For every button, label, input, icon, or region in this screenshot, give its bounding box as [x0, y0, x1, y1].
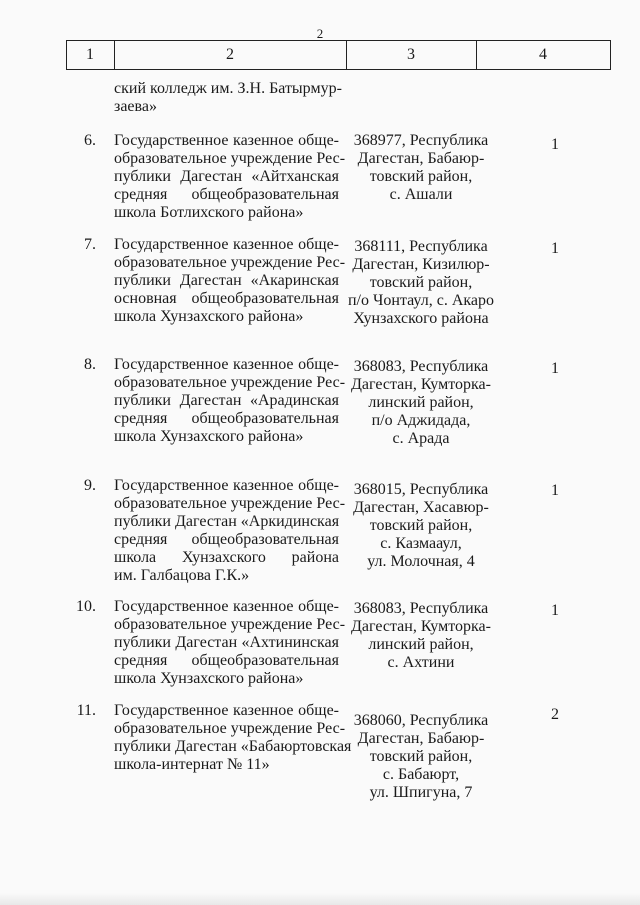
page-bottom-edge — [0, 893, 640, 905]
name-line: публики Дагестан «Ахтининская — [114, 634, 339, 651]
header-divider — [610, 41, 611, 69]
row-quantity: 1 — [551, 136, 559, 153]
name-line: основная общеобразовательная — [114, 290, 339, 307]
name-line: образовательное учреждение Рес- — [114, 150, 346, 167]
row-number: 11. — [76, 702, 96, 719]
address-line: 368060, Республика — [353, 712, 489, 729]
institution-address — [346, 132, 496, 204]
row-number: 6. — [84, 132, 96, 149]
address-line: товский район, — [369, 168, 473, 185]
address-line: с. Ахтини — [387, 654, 455, 671]
name-line: средняя общеобразовательная — [114, 652, 339, 669]
name-line: образовательное учреждение Рес- — [114, 374, 346, 391]
institution-address — [346, 238, 496, 328]
row-quantity: 1 — [551, 240, 559, 257]
address-line: п/о Чонтаул, с. Акаро — [347, 292, 494, 309]
institution-name — [114, 132, 346, 222]
name-line: Государственное казенное обще- — [114, 356, 339, 373]
name-line: публики Дагестан «Акаринская — [114, 272, 339, 289]
institution-name — [114, 236, 346, 326]
continuation-name — [114, 80, 342, 116]
address-line: 368083, Республика — [353, 600, 489, 617]
address-line: Дагестан, Бабаюр- — [357, 150, 485, 167]
name-line: школа Ботлихского района» — [114, 204, 304, 221]
name-line: публики Дагестан «Арадинская — [114, 392, 339, 409]
name-line: средняя общеобразовательная — [114, 410, 339, 427]
institution-address — [346, 712, 496, 802]
address-line: Дагестан, Бабаюр- — [357, 730, 485, 747]
name-line: образовательное учреждение Рес- — [114, 254, 346, 271]
address-line: 368111, Республика — [354, 238, 488, 255]
row-number: 7. — [84, 236, 96, 253]
institution-name — [114, 598, 346, 688]
address-line: 368977, Республика — [353, 132, 489, 149]
address-line: с. Арада — [392, 430, 450, 447]
header-col-4: 4 — [539, 46, 547, 63]
row-number: 8. — [84, 356, 96, 373]
name-line: Государственное казенное обще- — [114, 236, 339, 253]
name-line: образовательное учреждение Рес- — [114, 495, 346, 512]
name-line: образовательное учреждение Рес- — [114, 720, 346, 737]
name-line: школа Хунзахского района» — [114, 670, 304, 687]
name-line: Государственное казенное обще- — [114, 477, 339, 494]
address-line: п/о Аджидада, — [371, 412, 471, 429]
institution-address — [346, 358, 496, 448]
name-line: Государственное казенное обще- — [114, 132, 339, 149]
name-line: средняя общеобразовательная — [114, 531, 339, 548]
name-line: публики Дагестан «Бабаюртовская — [114, 738, 352, 755]
name-line: школа Хунзахского района» — [114, 308, 304, 325]
institution-name — [114, 702, 352, 774]
address-line: линский район, — [368, 394, 474, 411]
address-line: линский район, — [368, 636, 474, 653]
address-line: 368083, Республика — [353, 358, 489, 375]
row-quantity: 1 — [551, 360, 559, 377]
address-line: товский район, — [369, 274, 473, 291]
name-line: заева» — [114, 98, 157, 115]
address-line: ул. Молочная, 4 — [367, 553, 475, 570]
row-number: 9. — [84, 477, 96, 494]
header-col-3: 3 — [407, 46, 415, 63]
address-line: 368015, Республика — [353, 481, 489, 498]
address-line: товский район, — [369, 517, 473, 534]
address-line: Дагестан, Кумторка- — [351, 618, 491, 635]
address-line: Дагестан, Хасавюр- — [353, 499, 489, 516]
name-line: школа Хунзахского района» — [114, 428, 304, 445]
address-line: с. Бабаюрт, — [382, 766, 460, 783]
name-line: Государственное казенное обще- — [114, 598, 339, 615]
address-line: ул. Шпигуна, 7 — [369, 784, 473, 801]
table-header — [66, 40, 611, 70]
name-line: школа-интернат № 11» — [114, 756, 270, 773]
name-line: Государственное казенное обще- — [114, 702, 339, 719]
address-line: Дагестан, Кумторка- — [351, 376, 491, 393]
institution-address — [346, 600, 496, 672]
address-line: товский район, — [369, 748, 473, 765]
row-number: 10. — [76, 598, 96, 615]
name-line: образовательное учреждение Рес- — [114, 616, 346, 633]
name-line: им. Галбацова Г.К.» — [114, 567, 250, 584]
institution-name — [114, 477, 346, 585]
name-line: публики Дагестан «Аркидинская — [114, 513, 340, 530]
address-line: с. Ашали — [389, 186, 453, 203]
name-line: публики Дагестан «Айтханская — [114, 168, 339, 185]
name-line: ский колледж им. З.Н. Батырмур- — [114, 80, 342, 97]
row-quantity: 1 — [551, 602, 559, 619]
name-line: школа Хунзахского района — [114, 549, 339, 566]
header-col-2: 2 — [226, 46, 234, 63]
header-col-1: 1 — [86, 46, 94, 63]
institution-name — [114, 356, 346, 446]
address-line: с. Казмааул, — [380, 535, 462, 552]
name-line: средняя общеобразовательная — [114, 186, 339, 203]
address-line: Дагестан, Кизилюр- — [352, 256, 490, 273]
row-quantity: 2 — [551, 706, 559, 723]
row-quantity: 1 — [551, 482, 559, 499]
institution-address — [346, 481, 496, 571]
address-line: Хунзахского района — [353, 310, 489, 327]
page-number: 2 — [316, 26, 324, 41]
